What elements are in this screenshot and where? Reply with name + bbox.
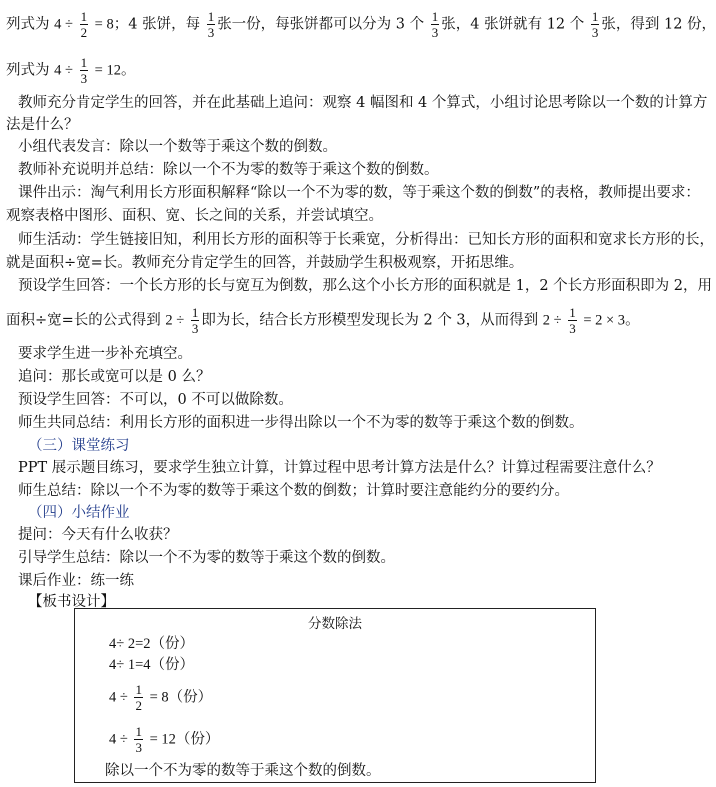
text: 列式为 xyxy=(6,16,50,33)
para-ask-gains: 提问：今天有什么收获？ xyxy=(18,527,178,543)
text: 张一份，每张饼都可以分为 3 个 xyxy=(217,16,425,33)
para-homework: 课后作业：练一练 xyxy=(18,573,134,589)
expr: 2 ÷ xyxy=(165,312,185,329)
board-design-heading: 【板书设计】 xyxy=(28,594,115,610)
text: 。 xyxy=(120,62,136,79)
expr: 4 ÷ xyxy=(109,731,128,748)
text: 即为长，结合长方形模型发现长为 2 个 3，从而得到 xyxy=(201,312,539,329)
para-activity: 师生活动：学生链接旧知，利用长方形的面积等于长乘宽，分析得出：已知长方形的面积和宽求长方形的长， xyxy=(18,232,714,248)
expr: = 12 xyxy=(94,62,121,79)
text: 列式为 xyxy=(6,62,50,79)
expr: = 8（份） xyxy=(149,689,213,706)
para-ppt-exercise: PPT 展示题目练习，要求学生独立计算，计算过程中思考计算方法是什么？计算过程需要注意什么？ xyxy=(18,460,661,476)
fraction: $\frac{1}{3}$ xyxy=(135,724,142,755)
board-rule: 除以一个不为零的数等于乘这个数的倒数。 xyxy=(105,763,381,779)
expr: = 12（份） xyxy=(149,731,220,748)
para-calc-line-2 xyxy=(6,56,135,85)
para-guide-summary: 引导学生总结：除以一个不为零的数等于乘这个数的倒数。 xyxy=(18,550,395,566)
text: ；4 张饼，每 xyxy=(113,16,201,33)
fraction: $\frac{1}{3}$ xyxy=(569,305,576,336)
text: 张，得到 12 份， xyxy=(601,16,716,33)
fraction: $\frac{1}{3}$ xyxy=(431,9,439,40)
expr: 4 ÷ xyxy=(54,16,73,33)
expr: 4 ÷ xyxy=(54,62,73,79)
para-followup-question: 追问：那长或宽可以是 0 么？ xyxy=(18,369,211,385)
para-expected-answer-cont xyxy=(6,306,640,335)
para-courseware-cont: 观察表格中图形、面积、宽、长之间的关系，并尝试填空。 xyxy=(6,208,383,224)
para-require-fill: 要求学生进一步补充填空。 xyxy=(18,346,192,362)
para-practice-summary: 师生总结：除以一个不为零的数等于乘这个数的倒数；计算时要注意能约分的要约分。 xyxy=(18,483,569,499)
fraction: $\frac{1}{2}$ xyxy=(80,9,88,40)
board-row-1: 4÷ 2=2（份） xyxy=(109,636,195,652)
section-heading-practice: （三）课堂练习 xyxy=(28,438,130,454)
para-activity-cont: 就是面积÷宽=长。教师充分肯定学生的回答，并鼓励学生积极观察，开拓思维。 xyxy=(6,255,524,271)
fraction: $\frac{1}{3}$ xyxy=(191,305,199,336)
board-row-2: 4÷ 1=4（份） xyxy=(109,657,195,673)
fraction: $\frac{1}{3}$ xyxy=(207,9,215,40)
expr: 2 ÷ xyxy=(542,312,562,329)
board-row-3 xyxy=(109,683,212,712)
text: 张，4 张饼就有 12 个 xyxy=(441,16,585,33)
board-design-box xyxy=(74,608,596,783)
para-expected-answer: 预设学生回答：一个长方形的长与宽互为倒数，那么这个小长方形的面积就是 1，2 个长方形面积即为 2，用 xyxy=(18,278,712,294)
expr: 4 ÷ xyxy=(109,689,128,706)
para-calc-line-1 xyxy=(6,10,716,39)
text: 面积÷宽=长的公式得到 xyxy=(6,312,161,329)
para-expected-reply: 预设学生回答：不可以，0 不可以做除数。 xyxy=(18,392,293,408)
section-heading-summary: （四）小结作业 xyxy=(28,505,130,521)
para-teacher-summary: 教师补充说明并总结：除以一个不为零的数等于乘这个数的倒数。 xyxy=(18,162,439,178)
para-joint-summary: 师生共同总结：利用长方形的面积进一步得出除以一个不为零的数等于乘这个数的倒数。 xyxy=(18,415,584,431)
expr: = 8 xyxy=(94,16,114,33)
fraction: $\frac{1}{2}$ xyxy=(135,682,142,713)
fraction: $\frac{1}{3}$ xyxy=(591,9,599,40)
para-courseware: 课件出示：淘气利用长方形面积解释“除以一个不为零的数，等于乘这个数的倒数”的表格，教师提出要求： xyxy=(18,185,700,201)
text: 。 xyxy=(625,312,640,329)
para-teacher-question: 教师充分肯定学生的回答，并在此基础上追问：观察 4 幅图和 4 个算式，小组讨论思考除以一个数的计算方 xyxy=(18,95,708,111)
board-row-4 xyxy=(109,725,219,754)
fraction: $\frac{1}{3}$ xyxy=(80,55,88,86)
expr: = 2 × 3 xyxy=(583,312,626,329)
para-teacher-question-cont: 法是什么？ xyxy=(6,117,79,133)
para-group-speech: 小组代表发言：除以一个数等于乘这个数的倒数。 xyxy=(18,139,337,155)
board-title: 分数除法 xyxy=(308,616,362,632)
